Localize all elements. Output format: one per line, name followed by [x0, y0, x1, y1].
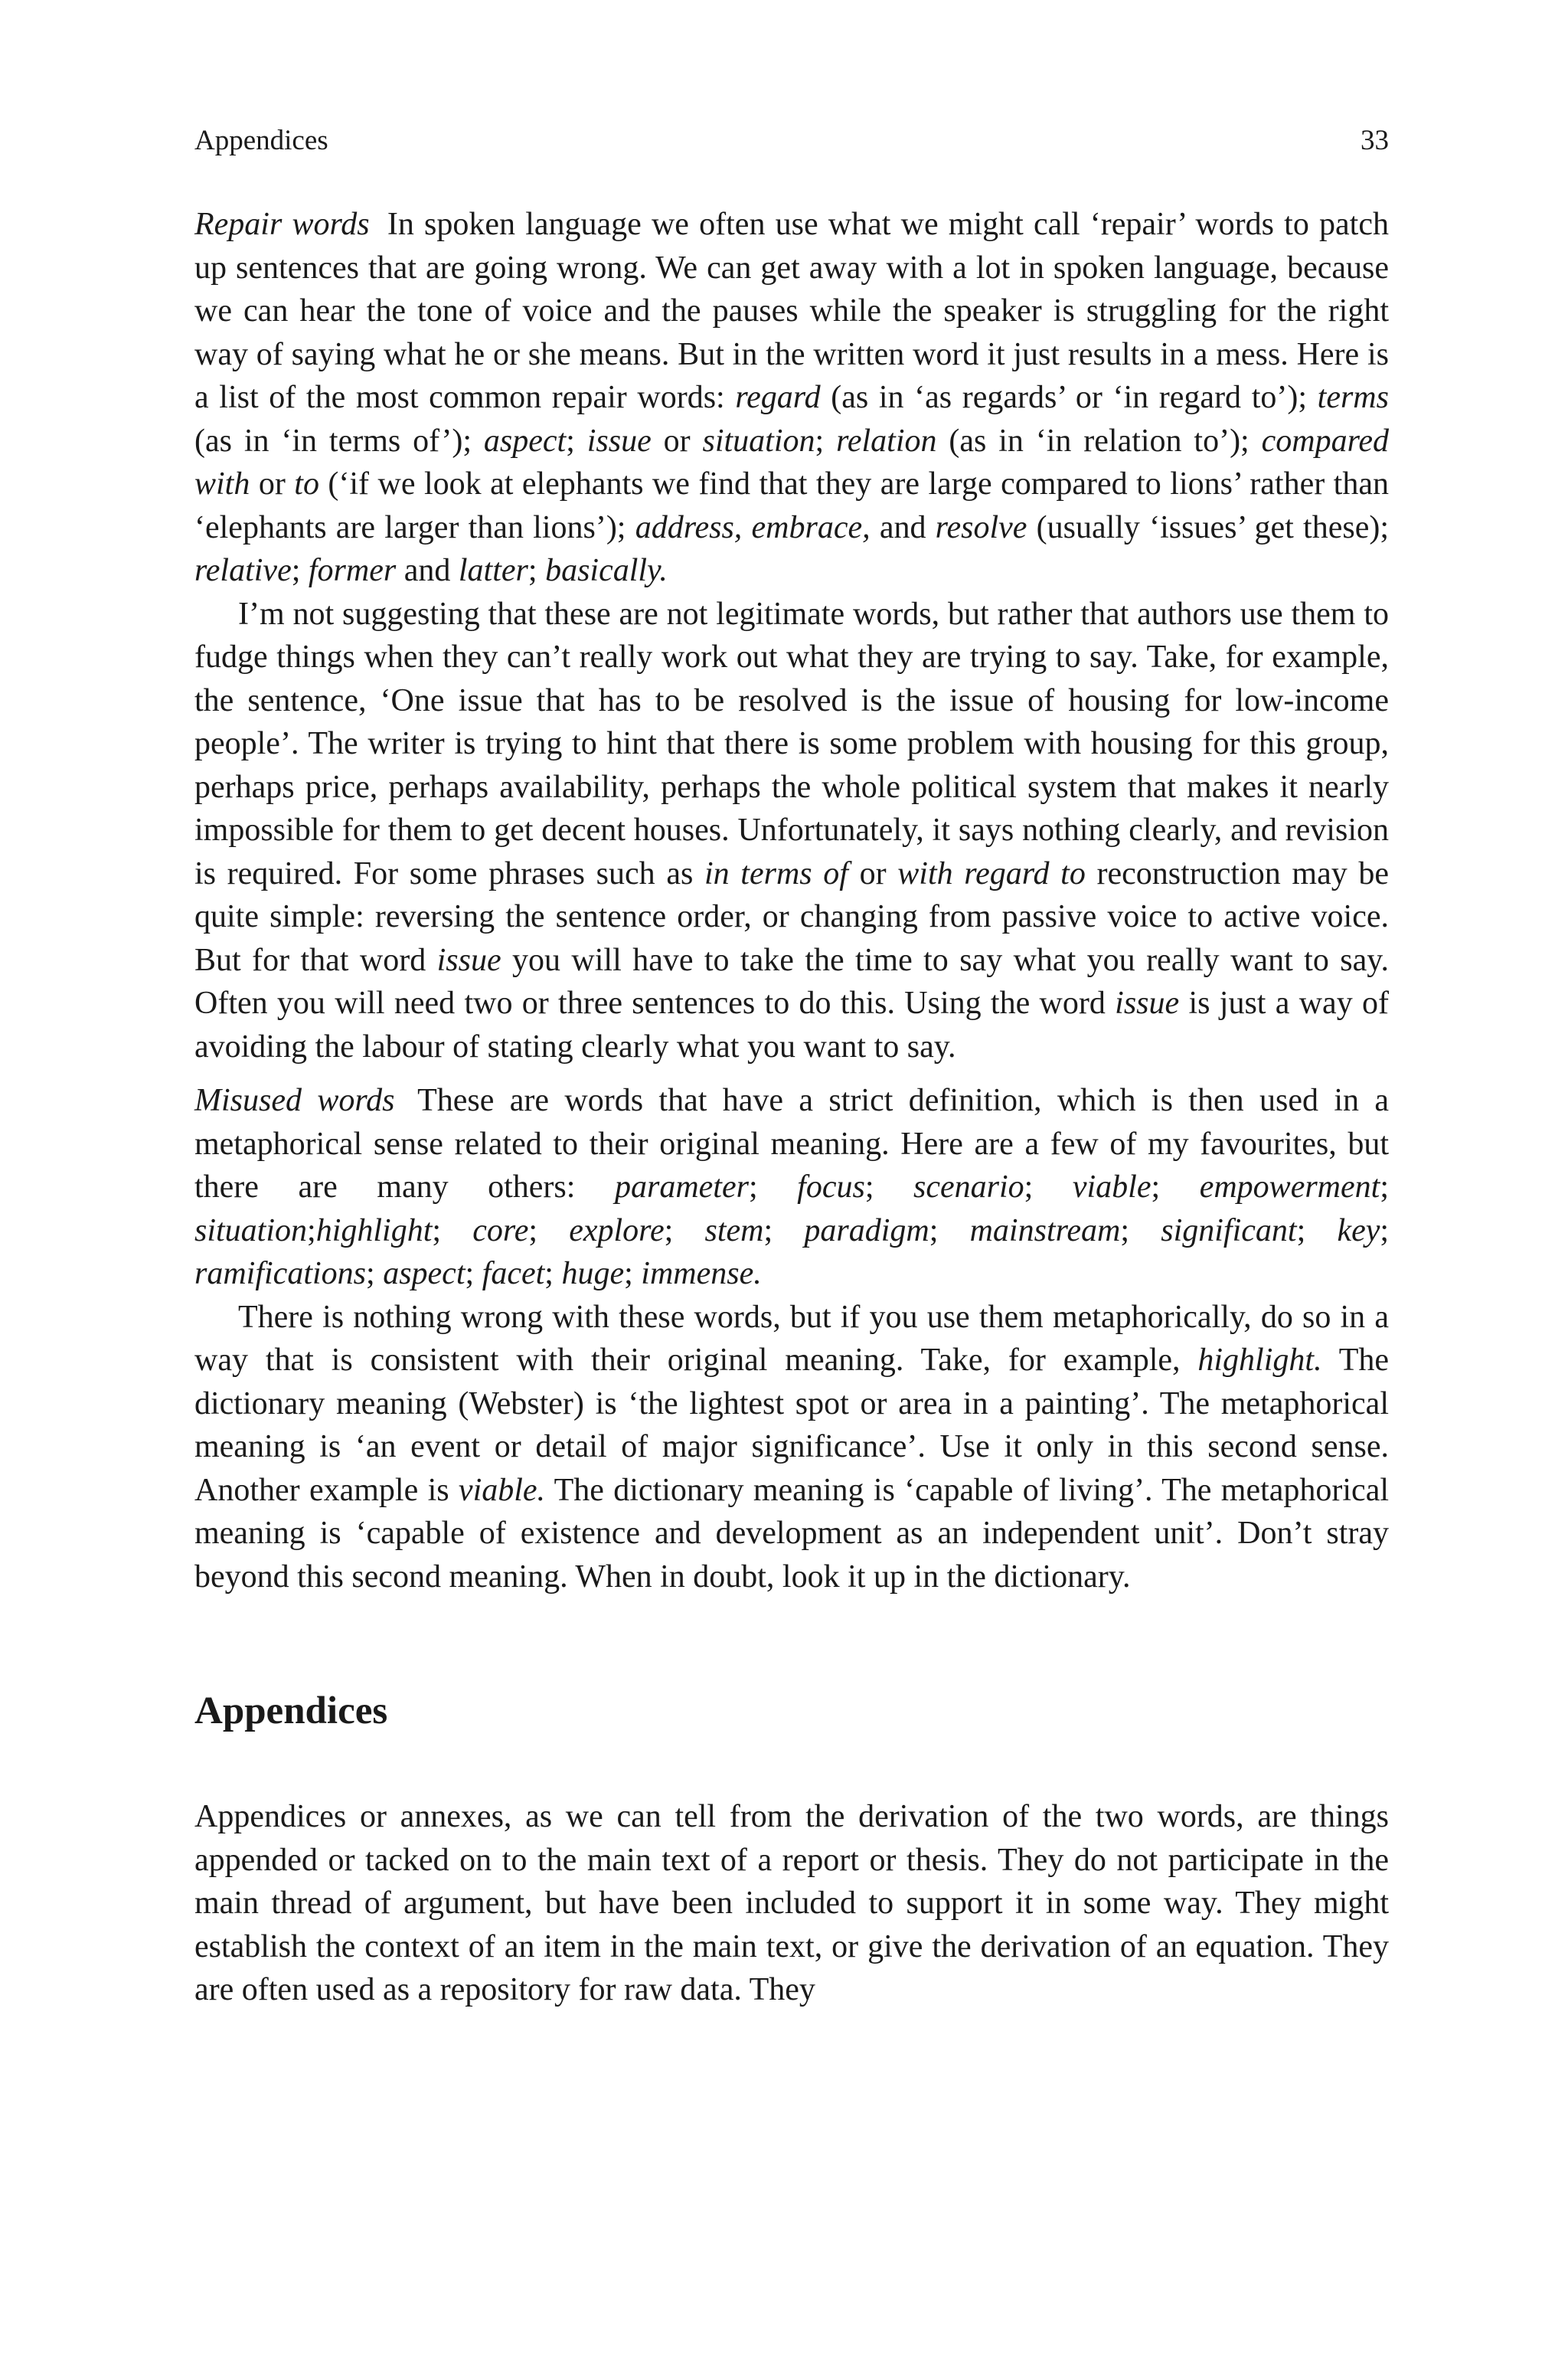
- text-run: and: [396, 553, 459, 588]
- italic-term: relation: [836, 423, 937, 459]
- text-run: (usually ‘issues’ get these);: [1027, 509, 1389, 545]
- repair-words-lead: Repair words: [194, 207, 370, 242]
- text-run: ;: [748, 1169, 798, 1205]
- italic-term: aspect: [483, 423, 567, 459]
- repair-words-paragraph-2: [194, 593, 1389, 1069]
- text-run: ;: [366, 1256, 384, 1291]
- text-run: (as in ‘in relation to’);: [936, 423, 1262, 459]
- text-run: and: [870, 509, 936, 545]
- italic-term: paradigm: [804, 1212, 929, 1248]
- italic-term: issue: [1115, 986, 1180, 1021]
- text-run: or: [848, 855, 898, 891]
- text-run: ;: [1296, 1212, 1338, 1248]
- italic-term: ramifications: [194, 1256, 367, 1291]
- italic-term: core: [472, 1212, 529, 1248]
- repair-words-text: [194, 207, 1389, 588]
- text-run: ;: [1380, 1212, 1390, 1248]
- text-run: I’m not suggesting that these are not legitimate words, but rather that authors use them to fudge things when they can’t really work out what they are trying to say. Take, for example, the sentence, ‘One issue that has to be resolved is the issue of housing for low-income people’. The writer is trying to hint that there is some problem with housing for this group, perhaps price, perhaps availability, perhaps the whole political system that makes it nearly impossible for them to get decent houses. Unfortunately, it says nothing clearly, and revision is required. For some phrases such as: [194, 596, 1389, 891]
- text-run: ;: [432, 1212, 473, 1248]
- text-run: The dictionary meaning is ‘capable of living’. The metaphorical meaning is ‘capable of existence and development as an independent unit’. Don’t stray beyond this second meaning. When in doubt, look it up in the dictionary.: [194, 1472, 1389, 1595]
- italic-term: highlight: [315, 1212, 433, 1248]
- italic-term: compared with: [194, 423, 1390, 502]
- italic-term: significant: [1161, 1212, 1297, 1248]
- italic-term: viable.: [458, 1472, 546, 1508]
- text-run: (as in ‘in terms of’);: [194, 423, 484, 459]
- text-run: ;: [544, 1256, 562, 1291]
- text-run: ;: [1120, 1212, 1161, 1248]
- text-run: ;: [528, 1212, 570, 1248]
- italic-term: basically.: [545, 553, 668, 588]
- text-run: ;: [864, 1169, 914, 1205]
- text-run: ;: [624, 1256, 642, 1291]
- repair-words-text-2: [194, 597, 1389, 1065]
- misused-words-paragraph: [194, 1079, 1389, 1296]
- misused-words-lead: Misused words: [194, 1083, 395, 1118]
- italic-term: viable: [1072, 1169, 1152, 1205]
- italic-term: immense.: [641, 1256, 762, 1291]
- italic-term: in terms of: [704, 855, 848, 891]
- running-head-section: Appendices: [194, 125, 328, 156]
- italic-term: empowerment: [1199, 1169, 1380, 1205]
- italic-term: resolve: [935, 509, 1027, 545]
- italic-term: regard: [735, 380, 821, 415]
- italic-term: latter: [458, 553, 528, 588]
- page-body: [194, 203, 1389, 2012]
- text-run: There is nothing wrong with these words, but if you use them metaphorically, do so in a way that is consistent with their original meaning. Take, for example,: [194, 1299, 1389, 1378]
- repair-words-paragraph: [194, 203, 1389, 593]
- text-run: or: [651, 423, 703, 459]
- italic-term: huge: [561, 1256, 625, 1291]
- text-run: you will have to take the time to say what you really want to say. Often you will need two or three sentences to do this. Using the word: [194, 942, 1389, 1021]
- text-run: ;: [1151, 1169, 1200, 1205]
- text-run: ;: [664, 1212, 705, 1248]
- misused-words-paragraph-2: [194, 1296, 1389, 1599]
- text-run: ;: [815, 423, 837, 459]
- italic-term: highlight.: [1197, 1343, 1322, 1378]
- section-heading-appendices: Appendices: [194, 1689, 388, 1732]
- misused-words-text-2: [194, 1300, 1389, 1595]
- text-run: ;: [1024, 1169, 1073, 1205]
- text-run: (as in ‘as regards’ or ‘in regard to’);: [820, 380, 1318, 415]
- italic-term: situation: [194, 1212, 308, 1248]
- italic-term: stem: [704, 1212, 764, 1248]
- text-run: The dictionary meaning (Webster) is ‘the lightest spot or area in a painting’. The metaphorical meaning is ‘an event or detail of major significance’. Use it only in this second sense. Another example is: [194, 1343, 1389, 1508]
- italic-term: mainstream: [969, 1212, 1121, 1248]
- text-run: These are words that have a strict definition, which is then used in a metaphorical sense related to their original meaning. Here are a few of my favourites, but there are many others:: [194, 1083, 1389, 1205]
- text-run: ;: [1380, 1169, 1389, 1205]
- italic-term: to: [294, 466, 319, 502]
- italic-term: facet: [482, 1256, 545, 1291]
- italic-term: aspect: [383, 1256, 466, 1291]
- text-run: reconstruction may be quite simple: reversing the sentence order, or changing from passive voice to active voice. But for that word: [194, 855, 1390, 978]
- italic-term: issue: [436, 942, 501, 978]
- text-run: ;: [291, 553, 309, 588]
- appendices-paragraph: Appendices or annexes, as we can tell from the derivation of the two words, are things appended or tacked on to the main text of a report or thesis. They do not participate in the main thread of argument, but have been included to support it in some way. They might establish the context of an item in the main text, or give the derivation of an equation. They are often used as a repository for raw data. They: [194, 1799, 1389, 2007]
- text-run: ;: [763, 1212, 805, 1248]
- text-run: ;: [566, 423, 587, 459]
- italic-term: terms: [1317, 380, 1389, 415]
- text-run: (‘if we look at elephants we find that they are large compared to lions’ rather than ‘elephants are larger than lions’);: [194, 466, 1389, 545]
- text-run: ;: [528, 553, 546, 588]
- text-run: In spoken language we often use what we might call ‘repair’ words to patch up sentences that are going wrong. We can get away with a lot in spoken language, because we can hear the tone of voice and the pauses while the speaker is struggling for the right way of saying what he or she means. But in the written word it just results in a mess. Here is a list of the most common repair words:: [194, 207, 1389, 415]
- text-run: ;: [465, 1256, 482, 1291]
- italic-term: explore: [569, 1212, 665, 1248]
- italic-term: relative: [194, 553, 292, 588]
- italic-term: former: [308, 553, 397, 588]
- italic-term: issue: [586, 423, 652, 459]
- text-run: is just a way of avoiding the labour of stating clearly what you want to say.: [194, 986, 1389, 1065]
- italic-term: situation: [702, 423, 815, 459]
- italic-term: with regard to: [897, 855, 1086, 891]
- text-run: ;: [307, 1212, 316, 1248]
- italic-term: parameter: [614, 1169, 749, 1205]
- text-run: ;: [929, 1212, 970, 1248]
- text-run: or: [250, 466, 295, 502]
- page-number: 33: [1361, 125, 1389, 156]
- italic-term: focus: [797, 1169, 865, 1205]
- italic-term: address, embrace,: [635, 509, 871, 545]
- italic-term: key: [1337, 1212, 1380, 1248]
- italic-term: scenario: [913, 1169, 1024, 1205]
